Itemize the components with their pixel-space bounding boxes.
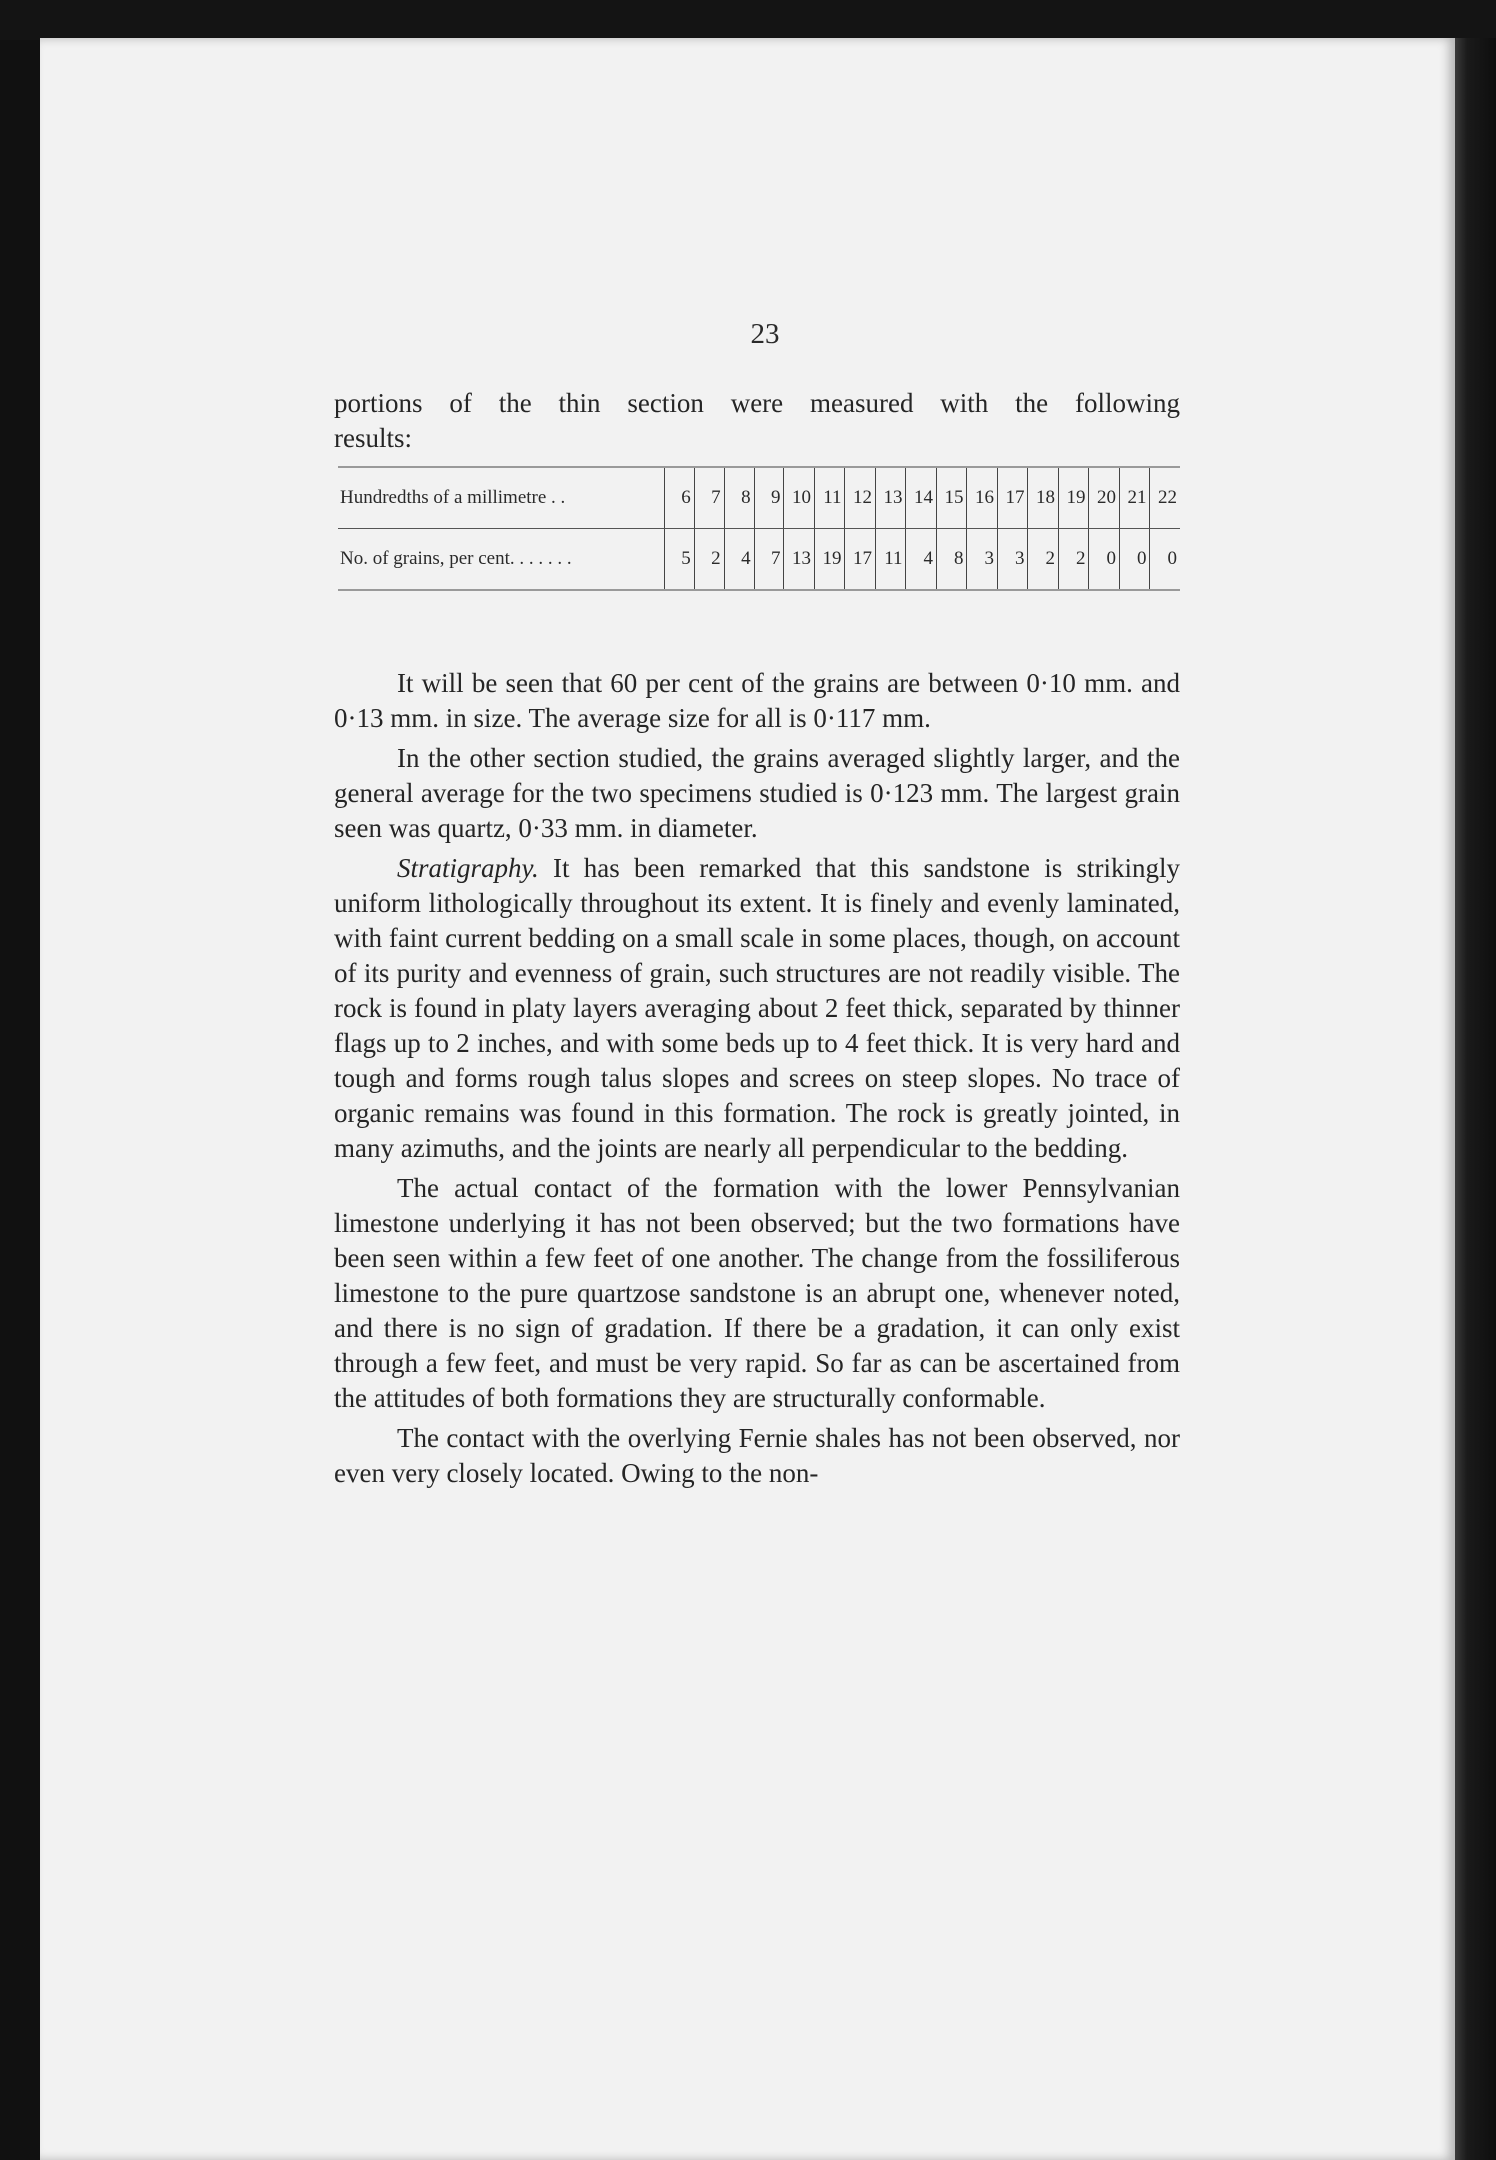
row-label-size: Hundredths of a millimetre . . [338, 468, 664, 529]
table-cell: 0 [1089, 529, 1120, 590]
paragraph-stratigraphy [334, 851, 1180, 1166]
table-cell: 18 [1028, 468, 1059, 529]
table-cell: 21 [1119, 468, 1150, 529]
table-row-size [338, 468, 1180, 529]
table-cell: 19 [814, 529, 845, 590]
table-cell: 2 [694, 529, 724, 590]
table-cell: 20 [1089, 468, 1120, 529]
table-cell: 5 [664, 529, 694, 590]
stratigraphy-text: It has been remarked that this sandstone is strikingly uniform lithologically throughout its extent. It is finely and evenly laminated, with faint current bedding on a small scale in some places, though, on account of its purity and evenness of grain, such structures are not readily visible. The rock is found in platy layers averaging about 2 feet thick, separated by thinner flags up to 2 inches, and with some beds up to 4 feet thick. It is very hard and tough and forms rough talus slopes and screes on steep slopes. No trace of organic remains was found in this formation. The rock is greatly jointed, in many azimuths, and the joints are nearly all perpendicular to the bedding. [334, 853, 1180, 1163]
intro-line-1: portions of the thin section were measured with the following [334, 388, 1180, 418]
table-cell: 19 [1058, 468, 1089, 529]
body-text [334, 666, 1180, 1496]
table-cell: 2 [1028, 529, 1059, 590]
table-cell: 10 [784, 468, 815, 529]
table-cell: 8 [936, 529, 967, 590]
table-cell: 7 [754, 529, 784, 590]
table-cell: 9 [754, 468, 784, 529]
table-cell: 7 [694, 468, 724, 529]
table-cell: 17 [997, 468, 1028, 529]
intro-line-2: results: [334, 423, 412, 453]
grain-size-table [338, 466, 1180, 591]
stratigraphy-heading: Stratigraphy. [397, 853, 539, 883]
paragraph-upper-contact: The contact with the overlying Fernie shales has not been observed, nor even very closely located. Owing to the non- [334, 1423, 1180, 1488]
table-cell: 3 [967, 529, 998, 590]
row-label-percent: No. of grains, per cent. . . . . . . [340, 548, 572, 569]
intro-text [334, 386, 1180, 456]
table-bottom-rule [338, 589, 1180, 591]
table-cell: 3 [997, 529, 1028, 590]
table-cell: 13 [875, 468, 906, 529]
table-row-percent [338, 529, 1180, 590]
table-cell: 15 [936, 468, 967, 529]
table-cell: 0 [1119, 529, 1150, 590]
table-cell: 13 [784, 529, 815, 590]
table-cell: 11 [875, 529, 906, 590]
scan-right-border [1455, 38, 1496, 2160]
table-cell: 11 [814, 468, 845, 529]
paragraph-other-section: In the other section studied, the grains averaged slightly larger, and the general average for the two specimens studied is 0·123 mm. The largest grain seen was quartz, 0·33 mm. in diameter. [334, 743, 1180, 843]
table-cell: 17 [845, 529, 876, 590]
paragraph-lower-contact: The actual contact of the formation with the lower Pennsylvanian limestone underlying it has not been observed; but the two formations have been seen within a few feet of one another. The change from the fossiliferous limestone to the pure quartzose sandstone is an abrupt one, whenever noted, and there is no sign of gradation. If there be a gradation, it can only exist through a few feet, and must be very rapid. So far as can be ascertained from the attitudes of both formations they are structurally conformable. [334, 1173, 1180, 1413]
table-cell: 6 [664, 468, 694, 529]
table-cell: 8 [724, 468, 754, 529]
table-cell: 0 [1150, 529, 1180, 590]
scan-top-border [0, 0, 1496, 40]
table-cell: 16 [967, 468, 998, 529]
table-cell: 14 [906, 468, 937, 529]
table-cell: 2 [1058, 529, 1089, 590]
table-cell: 4 [906, 529, 937, 590]
paragraph-grain-summary: It will be seen that 60 per cent of the grains are between 0·10 mm. and 0·13 mm. in size. The average size for all is 0·117 mm. [334, 668, 1180, 733]
page-number: 23 [750, 318, 780, 350]
table-cell: 12 [845, 468, 876, 529]
table-cell: 22 [1150, 468, 1180, 529]
table-cell: 4 [724, 529, 754, 590]
